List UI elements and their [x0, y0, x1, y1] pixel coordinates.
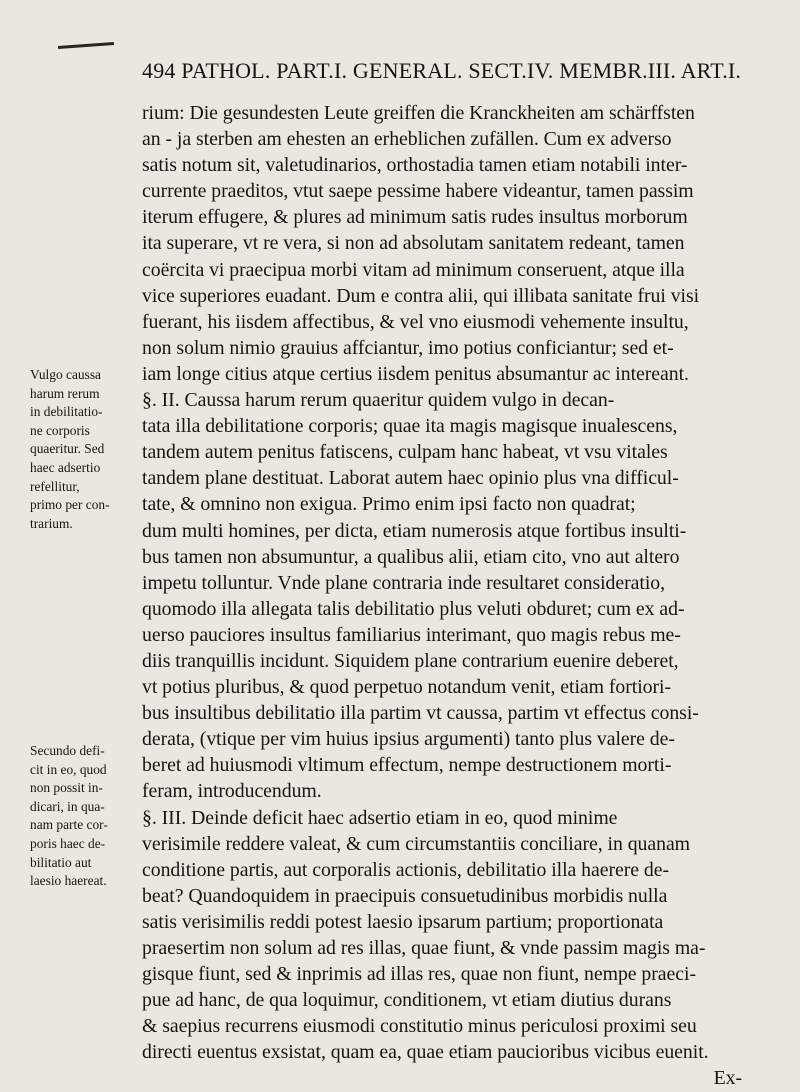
margin-note-line: dicari, in qua- — [30, 798, 105, 814]
text-line: tata illa debilitatione corporis; quae ita magis magisque inualescens, — [142, 415, 678, 438]
text-line: vice superiores euadant. Dum e contra alii, qui illibata sanitate frui visi — [142, 284, 700, 307]
text-line: beat? Quandoquidem in praecipuis consuetudinibus morbidis nulla — [142, 884, 668, 907]
text-line: beret ad huiusmodi vltimum effectum, nempe destructionem morti- — [142, 754, 672, 777]
text-line: gisque fiunt, sed & inprimis ad illas res, quae non fiunt, nempe praeci- — [142, 963, 696, 986]
margin-note-line: poris haec de- — [30, 835, 106, 851]
margin-note-line: ne corporis — [30, 422, 90, 438]
text-line: tandem autem penitus fatiscens, culpam hanc habeat, vt vsu vitales — [142, 441, 668, 464]
text-line: satis notum sit, valetudinarios, orthostadia tamen etiam notabili inter- — [142, 154, 688, 177]
text-line: fuerant, his iisdem affectibus, & vel vno eiusmodi vehemente insultu, — [142, 310, 689, 333]
text-line: directi euentus exsistat, quam ea, quae etiam paucioribus vicibus euenit. — [142, 1041, 709, 1064]
text-line: §. III. Deinde deficit haec adsertio etiam in eo, quod minime — [142, 806, 618, 829]
ink-mark — [58, 42, 114, 49]
text-line: iam longe citius atque certius iisdem penitus absumantur ac intereant. — [142, 362, 689, 385]
text-line: satis verisimilis reddi potest laesio ipsarum partium; proportionata — [142, 910, 664, 933]
margin-note-1 — [30, 366, 142, 533]
margin-note-line: nam parte cor- — [30, 817, 108, 833]
text-line: uerso pauciores insultus familiarius interimant, quo magis rebus me- — [142, 623, 681, 646]
margin-note-line: trarium. — [30, 515, 73, 531]
text-line: quomodo illa allegata talis debilitatio plus veluti obduret; cum ex ad- — [142, 597, 685, 620]
text-line: non solum nimio grauius affciantur, imo potius conficiantur; sed et- — [142, 336, 674, 359]
margin-note-line: Vulgo caussa — [30, 367, 101, 382]
margin-note-line: haec adsertio — [30, 459, 101, 475]
text-line: dum multi homines, per dicta, etiam numerosis atque fortibus insulti- — [142, 519, 687, 542]
main-text-column — [142, 100, 742, 1092]
margin-note-line: non possit in- — [30, 780, 103, 796]
text-line: rium: Die gesundesten Leute greiffen die Kranckheiten am schärffsten — [142, 102, 695, 124]
text-line: tate, & omnino non exigua. Primo enim ipsi facto non quadrat; — [142, 493, 636, 516]
text-line: vt potius pluribus, & quod perpetuo notandum venit, etiam fortiori- — [142, 676, 672, 699]
text-line: & saepius recurrens eiusmodi constitutio minus periculosi proximi seu — [142, 1015, 697, 1038]
text-line: pue ad hanc, de qua loquimur, conditionem, vt etiam diutius durans — [142, 989, 672, 1012]
text-line: Ex- — [713, 1067, 742, 1090]
text-line: bus tamen non absumuntur, a qualibus alii, etiam cito, vno aut altero — [142, 545, 680, 568]
margin-note-line: laesio haereat. — [30, 873, 107, 889]
text-line: verisimile reddere valeat, & cum circumstantiis conciliare, in quanam — [142, 832, 691, 855]
text-line: coërcita vi praecipua morbi vitam ad minimum conseruent, atque illa — [142, 258, 685, 281]
margin-note-line: cit in eo, quod — [30, 761, 107, 777]
text-line: §. II. Caussa harum rerum quaeritur quidem vulgo in decan- — [142, 389, 615, 412]
text-line: currente praeditos, vtut saepe pessime habere videantur, tamen passim — [142, 180, 694, 203]
margin-note-line: primo per con- — [30, 497, 110, 513]
text-line: diis tranquillis incidunt. Siquidem plane contrarium euenire deberet, — [142, 649, 679, 672]
text-line: derata, (vtique per vim huius ipsius argumenti) tanto plus valere de- — [142, 728, 675, 751]
margin-note-line: bilitatio aut — [30, 854, 92, 870]
margin-note-2 — [30, 742, 142, 891]
margin-note-line: Secundo defi- — [30, 743, 105, 758]
margin-note-line: harum rerum — [30, 385, 100, 401]
text-line: an - ja sterben am ehesten an erheblichen zufällen. Cum ex adverso — [142, 128, 672, 151]
margin-note-line: in debilitatio- — [30, 404, 103, 420]
text-line: bus insultibus debilitatio illa partim vt caussa, partim vt effectus consi- — [142, 702, 699, 725]
text-line: impetu tolluntur. Vnde plane contraria inde resultaret consideratio, — [142, 571, 666, 594]
text-line: praesertim non solum ad res illas, quae fiunt, & vnde passim magis ma- — [142, 937, 706, 959]
text-line: ita superare, vt re vera, si non ad absolutam sanitatem redeant, tamen — [142, 232, 685, 255]
margin-note-line: refellitur, — [30, 478, 80, 494]
text-line: conditione partis, aut corporalis actionis, debilitatio illa haerere de- — [142, 858, 670, 881]
text-line: iterum effugere, & plures ad minimum satis rudes insultus morborum — [142, 206, 688, 229]
text-line: feram, introducendum. — [142, 780, 322, 803]
running-header: 494 PATHOL. PART.I. GENERAL. SECT.IV. MEMBR.III. ART.I. — [142, 58, 742, 83]
margin-note-line: quaeritur. Sed — [30, 441, 105, 457]
text-line: tandem plane destituat. Laborat autem haec opinio plus vna difficul- — [142, 467, 679, 490]
